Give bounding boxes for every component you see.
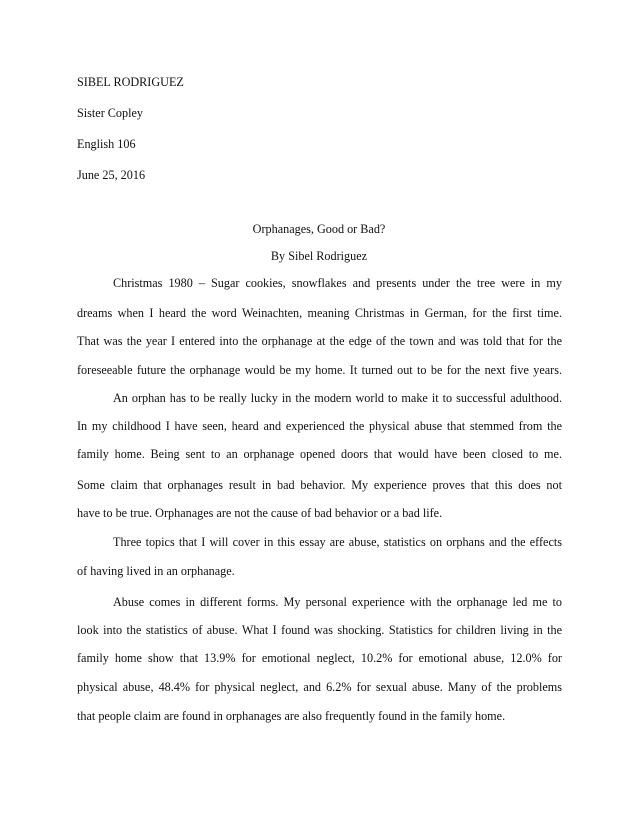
body-line: Christmas 1980 – Sugar cookies, snowflakes and presents under the tree were in my (113, 276, 562, 290)
author-name: SIBEL RODRIGUEZ (77, 75, 184, 89)
body-line: In my childhood I have seen, heard and experienced the physical abuse that stemmed from the (77, 419, 562, 433)
body-line: that people claim are found in orphanages are also frequently found in the family home. (77, 709, 506, 723)
body-line: dreams when I heard the word Weinachten, meaning Christmas in German, for the first time. (77, 306, 562, 320)
body-line: Some claim that orphanages result in bad behavior. My experience proves that this does not (77, 478, 562, 492)
essay-byline: By Sibel Rodriguez (270, 249, 368, 263)
body-line: family home show that 13.9% for emotional neglect, 10.2% for emotional abuse, 12.0% for (77, 651, 562, 665)
essay-title: Orphanages, Good or Bad? (252, 222, 386, 236)
body-line: That was the year I entered into the orphanage at the edge of the town and was told that for the (77, 334, 562, 348)
body-line: An orphan has to be really lucky in the modern world to make it to successful adulthood. (113, 391, 562, 405)
essay-date: June 25, 2016 (77, 168, 146, 182)
body-line: foreseeable future the orphanage would be my home. It turned out to be for the next five years. (77, 363, 562, 377)
body-line: Three topics that I will cover in this essay are abuse, statistics on orphans and the effects (113, 535, 562, 549)
body-line: of having lived in an orphanage. (77, 564, 235, 578)
body-line: family home. Being sent to an orphanage opened doors that would have been closed to me. (77, 447, 562, 461)
body-line: Abuse comes in different forms. My personal experience with the orphanage led me to (113, 595, 562, 609)
body-line: physical abuse, 48.4% for physical neglect, and 6.2% for sexual abuse. Many of the problems (77, 680, 562, 694)
course-name: English 106 (77, 137, 136, 151)
body-line: have to be true. Orphanages are not the cause of bad behavior or a bad life. (77, 506, 443, 520)
body-line: look into the statistics of abuse. What I found was shocking. Statistics for children living in the (77, 623, 562, 637)
instructor-name: Sister Copley (77, 106, 144, 120)
